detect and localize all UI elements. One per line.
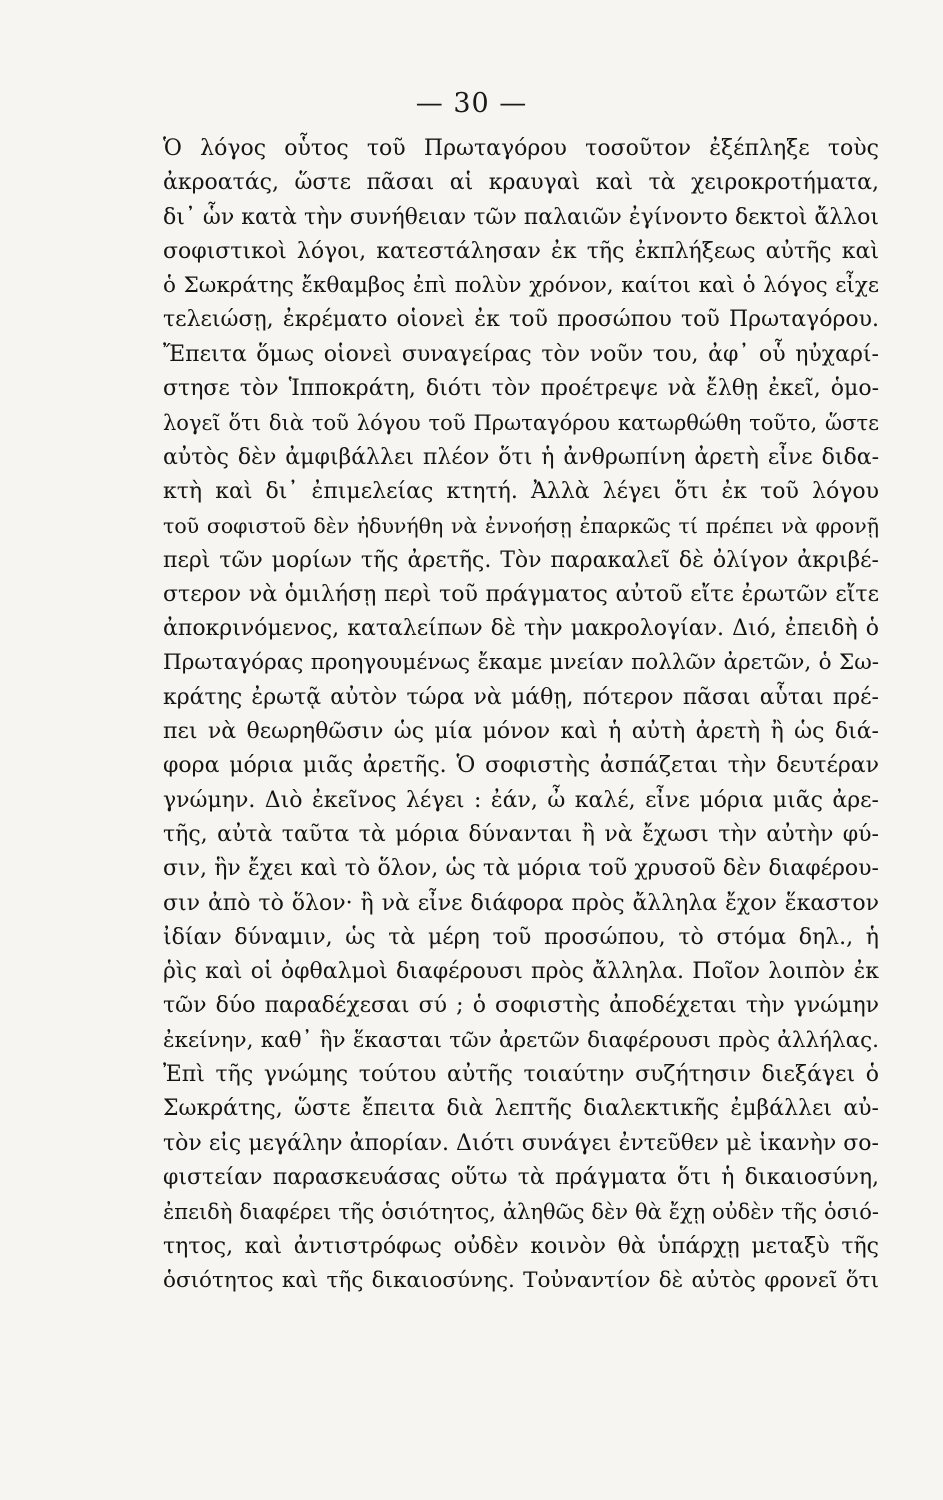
text-line: πει νὰ θεωρηθῶσιν ὡς μία μόνον καὶ ἡ αὐτὴ ἀρετὴ ἢ ὡς διά-	[163, 719, 879, 745]
text-line: ῥὶς καὶ οἱ ὀφθαλμοὶ διαφέρουσι πρὸς ἄλληλα. Ποῖον λοιπὸν ἐκ	[163, 959, 879, 985]
text-line: δι᾽ ὧν κατὰ τὴν συνήθειαν τῶν παλαιῶν ἐγίνοντο δεκτοὶ ἄλλοι	[163, 204, 879, 230]
text-line: ἀκροατάς, ὥστε πᾶσαι αἱ κραυγαὶ καὶ τὰ χειροκροτήματα,	[163, 170, 879, 196]
text-line: ἐπειδὴ διαφέρει τῆς ὁσιότητος, ἀληθῶς δὲν θὰ ἔχῃ οὐδὲν τῆς ὁσιό-	[163, 1200, 879, 1225]
text-line: Ἔπειτα ὅμως οἱονεὶ συναγείρας τὸν νοῦν του, ἀφ᾽ οὗ ηὐχαρί-	[163, 341, 879, 367]
text-line: ὁσιότητος καὶ τῆς δικαιοσύνης. Τοὐναντίον δὲ αὐτὸς φρονεῖ ὅτι	[163, 1267, 879, 1293]
text-line: σιν, ἣν ἔχει καὶ τὸ ὅλον, ὡς τὰ μόρια τοῦ χρυσοῦ δὲν διαφέρου-	[163, 856, 879, 882]
text-line: τῶν δύο παραδέχεσαι σύ ; ὁ σοφιστὴς ἀποδέχεται τὴν γνώμην	[163, 993, 879, 1019]
text-line: Σωκράτης, ὥστε ἔπειτα διὰ λεπτῆς διαλεκτικῆς ἐμβάλλει αὐ-	[163, 1096, 879, 1122]
text-line: γνώμην. Διὸ ἐκεῖνος λέγει : ἐάν, ὦ καλέ, εἶνε μόρια μιᾶς ἀρε-	[163, 787, 879, 813]
text-line: τῆς, αὐτὰ ταῦτα τὰ μόρια δύνανται ἢ νὰ ἔχωσι τὴν αὐτὴν φύ-	[163, 821, 879, 847]
body-text	[163, 132, 879, 1298]
text-line: λογεῖ ὅτι διὰ τοῦ λόγου τοῦ Πρωταγόρου κατωρθώθη τοῦτο, ὥστε	[163, 411, 879, 436]
text-line: περὶ τῶν μορίων τῆς ἀρετῆς. Τὸν παρακαλεῖ δὲ ὀλίγον ἀκριβέ-	[163, 547, 879, 573]
text-line: ὁ Σωκράτης ἔκθαμβος ἐπὶ πολὺν χρόνον, καίτοι καὶ ὁ λόγος εἶχε	[163, 273, 879, 299]
text-line: τὸν εἰς μεγάλην ἀπορίαν. Διότι συνάγει ἐντεῦθεν μὲ ἱκανὴν σο-	[163, 1130, 879, 1156]
text-line: Πρωταγόρας προηγουμένως ἔκαμε μνείαν πολλῶν ἀρετῶν, ὁ Σω-	[163, 650, 879, 676]
text-line: ἐκείνην, καθ᾽ ἣν ἕκασται τῶν ἀρετῶν διαφέρουσι πρὸς ἀλλήλας.	[163, 1027, 879, 1053]
text-line: ἰδίαν δύναμιν, ὡς τὰ μέρη τοῦ προσώπου, τὸ στόμα δηλ., ἡ	[163, 924, 879, 950]
text-line: σοφιστικοὶ λόγοι, κατεστάλησαν ἐκ τῆς ἐκπλήξεως αὐτῆς καὶ	[163, 238, 879, 264]
text-line: αὐτὸς δὲν ἀμφιβάλλει πλέον ὅτι ἡ ἀνθρωπίνη ἀρετὴ εἶνε διδα-	[163, 444, 879, 470]
text-line: στησε τὸν Ἱπποκράτη, διότι τὸν προέτρεψε νὰ ἔλθῃ ἐκεῖ, ὁμο-	[163, 376, 879, 402]
page-number: — 30 —	[415, 88, 528, 119]
text-line: φιστείαν παρασκευάσας οὕτω τὰ πράγματα ὅτι ἡ δικαιοσύνη,	[163, 1164, 879, 1190]
text-line: Ἐπὶ τῆς γνώμης τούτου αὐτῆς τοιαύτην συζήτησιν διεξάγει ὁ	[163, 1062, 879, 1088]
text-line: Ὁ λόγος οὗτος τοῦ Πρωταγόρου τοσοῦτον ἐξέπληξε τοὺς	[163, 136, 879, 161]
text-line: σιν ἀπὸ τὸ ὅλον· ἢ νὰ εἶνε διάφορα πρὸς ἄλληλα ἔχον ἕκαστον	[163, 890, 879, 916]
text-line: τητος, καὶ ἀντιστρόφως οὐδὲν κοινὸν θὰ ὑπάρχῃ μεταξὺ τῆς	[163, 1233, 879, 1259]
text-line: κράτης ἐρωτᾷ αὐτὸν τώρα νὰ μάθῃ, πότερον πᾶσαι αὗται πρέ-	[163, 684, 879, 710]
text-line: τελειώσῃ, ἐκρέματο οἱονεὶ ἐκ τοῦ προσώπου τοῦ Πρωταγόρου.	[163, 307, 879, 333]
text-line: τοῦ σοφιστοῦ δὲν ἠδυνήθη νὰ ἐννοήσῃ ἐπαρκῶς τί πρέπει νὰ φρονῇ	[163, 514, 879, 539]
text-line: φορα μόρια μιᾶς ἀρετῆς. Ὁ σοφιστὴς ἀσπάζεται τὴν δευτέραν	[163, 753, 879, 779]
text-line: ἀποκρινόμενος, καταλείπων δὲ τὴν μακρολογίαν. Διό, ἐπειδὴ ὁ	[163, 616, 879, 642]
text-line: κτὴ καὶ δι᾽ ἐπιμελείας κτητή. Ἀλλὰ λέγει ὅτι ἐκ τοῦ λόγου	[163, 478, 879, 504]
text-line: στερον νὰ ὁμιλήσῃ περὶ τοῦ πράγματος αὐτοῦ εἴτε ἐρωτῶν εἴτε	[163, 581, 879, 607]
